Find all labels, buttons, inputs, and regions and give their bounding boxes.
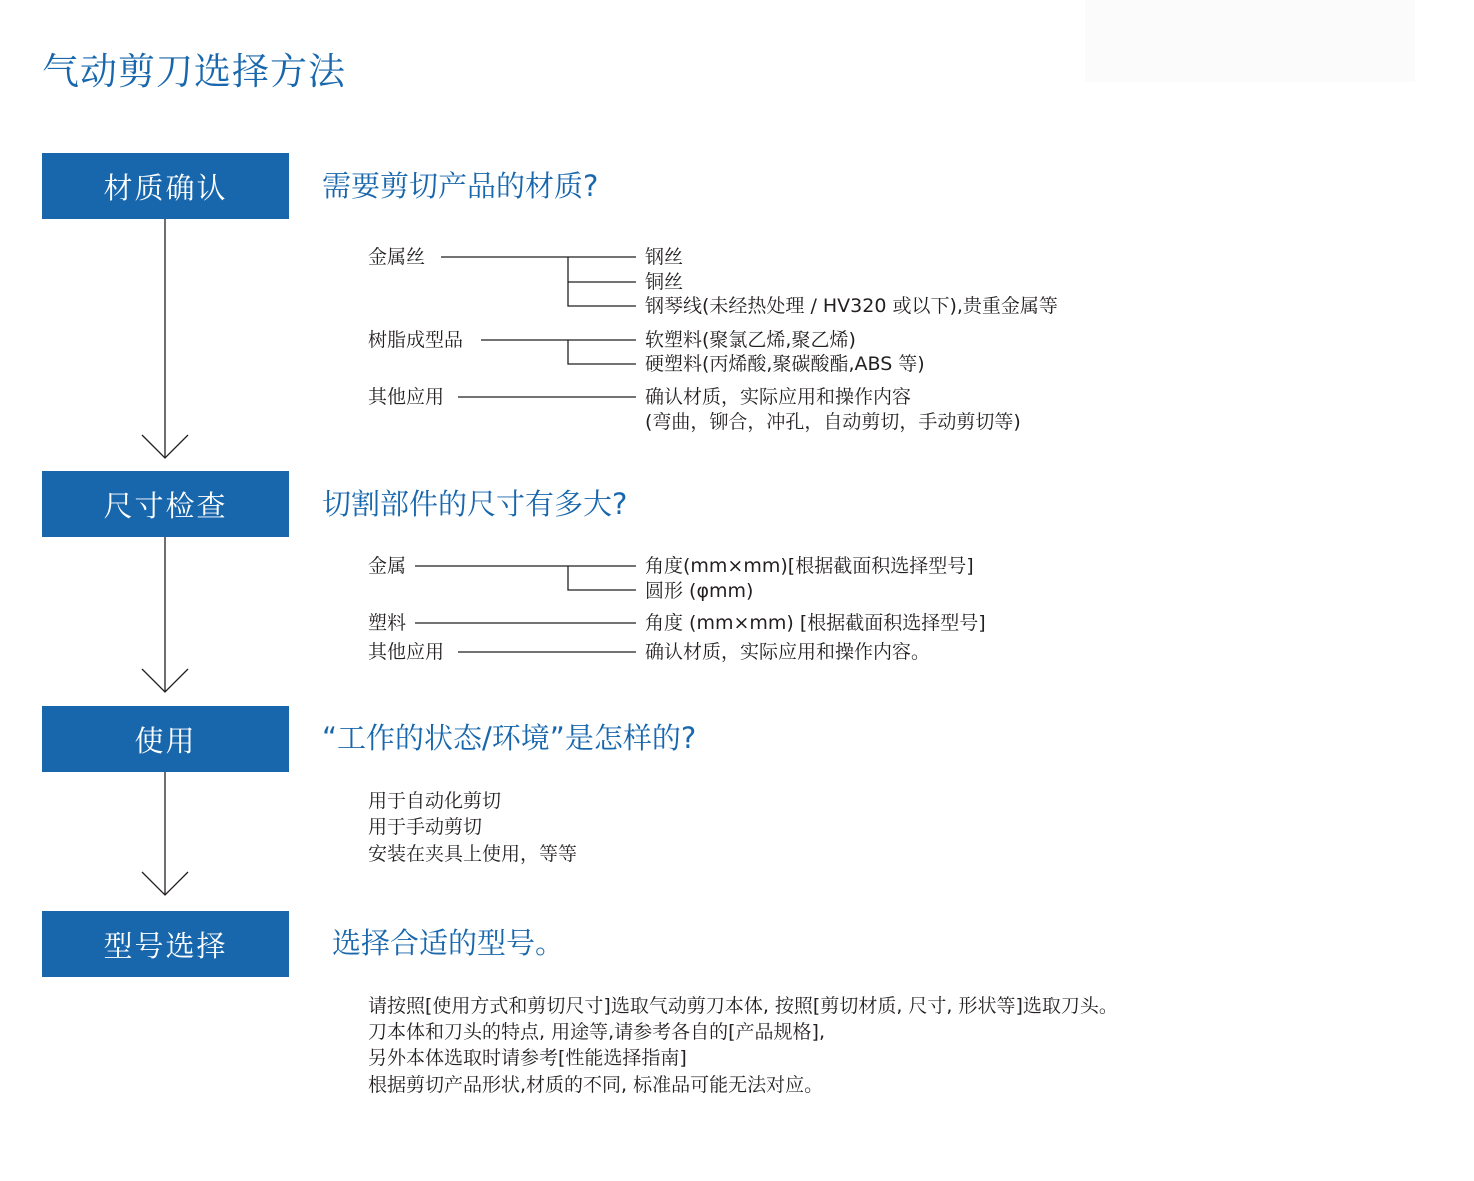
- usage-line: 用于自动化剪切: [368, 790, 502, 812]
- question-material: 需要剪切产品的材质?: [322, 169, 599, 203]
- model-line: 另外本体选取时请参考[性能选择指南]: [368, 1047, 687, 1069]
- category-other-2: 其他应用: [368, 641, 445, 663]
- item-copper-wire: 铜丝: [645, 271, 684, 293]
- tree-branch-resin: [568, 340, 636, 364]
- step-box-usage: 使用: [42, 706, 289, 772]
- page-title: 气动剪刀选择方法: [42, 50, 346, 93]
- category-metal: 金属: [368, 555, 407, 577]
- model-line: 根据剪切产品形状,材质的不同, 标准品可能无法对应。: [368, 1074, 824, 1096]
- item-confirm-material-2: 确认材质，实际应用和操作内容。: [645, 641, 931, 663]
- item-confirm-material: 确认材质，实际应用和操作内容: [645, 386, 912, 408]
- question-size: 切割部件的尺寸有多大?: [322, 487, 628, 521]
- question-usage: “工作的状态/环境”是怎样的?: [322, 721, 697, 755]
- item-hard-plastic: 硬塑料(丙烯酸,聚碳酸酯,ABS 等): [645, 353, 925, 375]
- item-steel-wire: 钢丝: [645, 246, 684, 268]
- step-box-material: 材质确认: [42, 153, 289, 219]
- item-soft-plastic: 软塑料(聚氯乙烯,聚乙烯): [645, 329, 856, 351]
- item-angle-metal: 角度(mm×mm)[根据截面积选择型号]: [645, 555, 974, 577]
- step-box-model: 型号选择: [42, 911, 289, 977]
- item-round: 圆形 (φmm): [645, 580, 754, 602]
- category-other-1: 其他应用: [368, 386, 445, 408]
- model-line: 请按照[使用方式和剪切尺寸]选取气动剪刀本体, 按照[剪切材质, 尺寸, 形状等]选取刀头。: [368, 995, 1118, 1017]
- category-plastic: 塑料: [368, 612, 407, 634]
- step-box-size: 尺寸检查: [42, 471, 289, 537]
- item-piano-wire: 钢琴线(未经热处理 / HV320 或以下),贵重金属等: [645, 295, 1058, 317]
- item-operations: (弯曲，铆合，冲孔，自动剪切，手动剪切等): [645, 411, 1021, 433]
- tree-branch-metal: [568, 566, 636, 590]
- item-angle-plastic: 角度 (mm×mm) [根据截面积选择型号]: [645, 612, 986, 634]
- category-resin: 树脂成型品: [368, 329, 464, 351]
- model-line: 刀本体和刀头的特点, 用途等,请参考各自的[产品规格],: [368, 1021, 825, 1043]
- usage-line: 安装在夹具上使用，等等: [368, 843, 578, 865]
- question-model: 选择合适的型号。: [332, 926, 565, 960]
- category-wire: 金属丝: [368, 246, 426, 268]
- usage-line: 用于手动剪切: [368, 816, 483, 838]
